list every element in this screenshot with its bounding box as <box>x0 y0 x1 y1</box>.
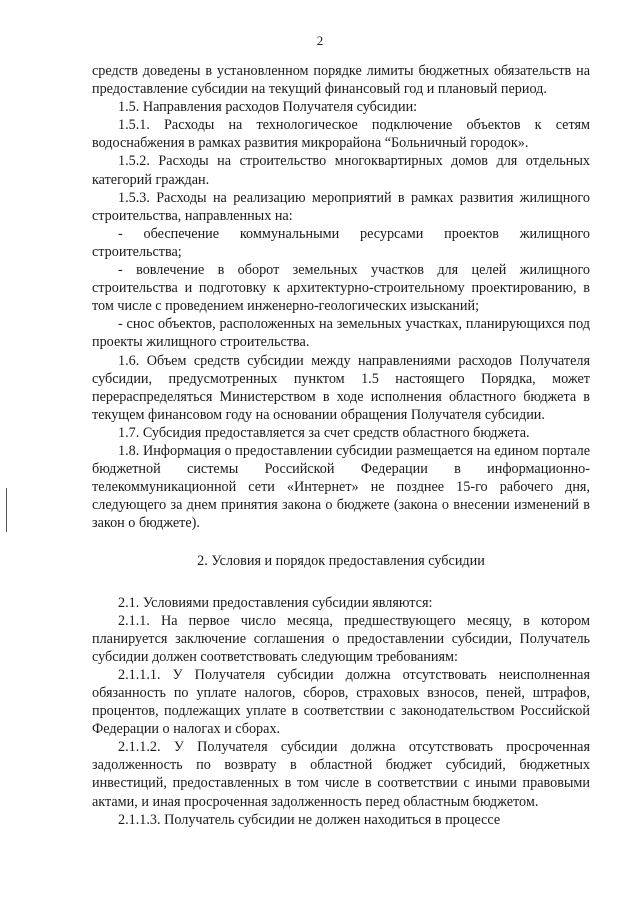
paragraph: - снос объектов, расположенных на земельных участках, планирующихся под проекты жилищного строительства. <box>92 316 590 351</box>
paragraph: 1.6. Объем средств субсидии между направлениями расходов Получателя субсидии, предусмотренных пунктом 1.5 настоящего Порядка, может перераспределяться Министерством в ходе исполнения областного бюджета в текущем финансовом году на основании обращения Получателя субсидии. <box>92 352 590 423</box>
paragraph: 1.7. Субсидия предоставляется за счет средств областного бюджета. <box>118 424 530 441</box>
paragraph: 1.8. Информация о предоставлении субсидии размещается на едином портале бюджетной системы Российской Федерации в информационно-телекоммуникационной сети «Интернет» не позднее 15-го рабочего дня, следующего за днем принятия закона о бюджете (закона о внесении изменений в закон о бюджете). <box>92 442 590 532</box>
paragraph: 1.5. Направления расходов Получателя субсидии: <box>118 99 418 116</box>
paragraph: 2.1.1.3. Получатель субсидии не должен находиться в процессе <box>118 811 501 828</box>
paragraph: 2.1.1. На первое число месяца, предшествующего месяцу, в котором планируется заключение соглашения о предоставлении субсидии, Получатель субсидии должен соответствовать следующим требованиям: <box>92 612 590 665</box>
paragraph: 2.1.1.1. У Получателя субсидии должна отсутствовать неисполненная обязанность по уплате налогов, сборов, страховых взносов, пеней, штрафов, процентов, подлежащих уплате в соответствии с законодательством Российской Федерации о налогах и сборах. <box>92 666 590 738</box>
document-body <box>92 62 590 829</box>
section-heading: 2. Условия и порядок предоставления субсидии <box>197 553 485 570</box>
paragraph: 1.5.1. Расходы на технологическое подключение объектов к сетям водоснабжения в рамках развития микрорайона “Больничный городок». <box>92 117 590 152</box>
paragraphs-after <box>92 594 590 829</box>
paragraphs-before <box>92 62 590 532</box>
paragraph: 1.5.3. Расходы на реализацию мероприятий в рамках развития жилищного строительства, направленных на: <box>92 189 590 224</box>
paragraph: 1.5.2. Расходы на строительство многоквартирных домов для отдельных категорий граждан. <box>92 153 590 188</box>
paragraph: - обеспечение коммунальными ресурсами проектов жилищного строительства; <box>92 225 590 260</box>
paragraph: 2.1.1.2. У Получателя субсидии должна отсутствовать просроченная задолженность по возврату в областной бюджет субсидий, бюджетных инвестиций, предоставленных в том числе в соответствии с иными правовыми актами, и иная просроченная задолженность перед областным бюджетом. <box>92 739 590 810</box>
paragraph: 2.1. Условиями предоставления субсидии являются: <box>118 594 433 611</box>
left-margin-mark <box>6 488 7 532</box>
paragraph: - вовлечение в оборот земельных участков для целей жилищного строительства и подготовку к архитектурно-строительному проектированию, в том числе с проведением инженерно-геологических изысканий; <box>92 262 590 315</box>
paragraph: средств доведены в установленном порядке лимиты бюджетных обязательств на предоставление субсидии на текущий финансовый год и плановый период. <box>92 63 590 98</box>
page-number: 2 <box>316 33 324 48</box>
